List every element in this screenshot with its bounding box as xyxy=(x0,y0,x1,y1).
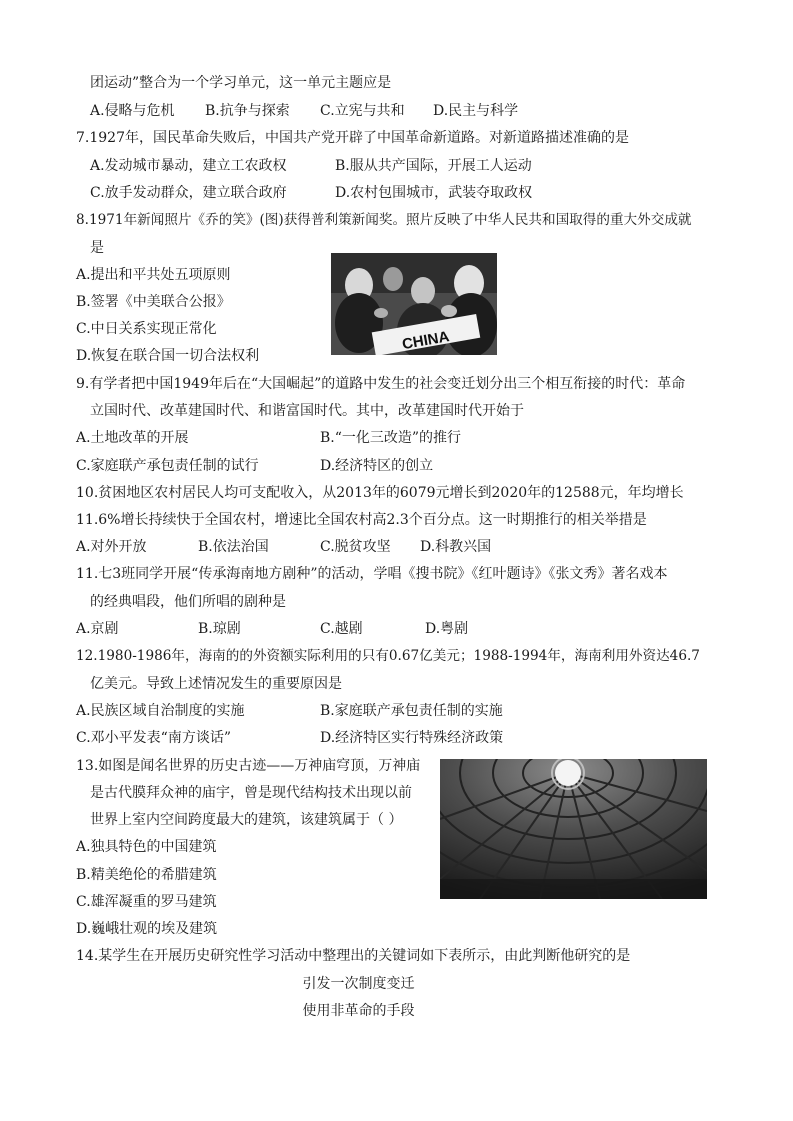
question-10-option-b: B.依法治国 xyxy=(198,539,269,555)
question-6-option-d: D.民主与科学 xyxy=(433,103,519,119)
question-9-option-a: A.土地改革的开展 xyxy=(76,430,189,446)
question-6-stem-end: 团运动”整合为一个学习单元，这一单元主题应是 xyxy=(90,75,392,91)
photo-joes-laugh xyxy=(331,253,497,355)
question-10-option-c: C.脱贫攻坚 xyxy=(320,539,391,555)
photo-pantheon-dome xyxy=(440,759,707,899)
question-7-option-d: D.农村包围城市，武装夺取政权 xyxy=(335,185,533,201)
question-9-option-b: B.“一化三改造”的推行 xyxy=(320,430,462,446)
question-11-stem: 11.七3班同学开展“传承海南地方剧种”的活动，学唱《搜书院》《红叶题诗》《张文秀》著名戏本 xyxy=(76,566,668,582)
question-11-option-a: A.京剧 xyxy=(76,621,119,637)
question-12-stem-end: 亿美元。导致上述情况发生的重要原因是 xyxy=(90,676,342,692)
question-12-stem: 12.1980-1986年，海南的的外资额实际利用的只有0.67亿美元；1988-1994年，海南利用外资达46.7 xyxy=(76,648,700,664)
question-8-stem-end: 是 xyxy=(90,240,104,256)
question-9-option-d: D.经济特区的创立 xyxy=(320,458,434,474)
question-13-stem: 13.如图是闻名世界的历史古迹——万神庙穹顶，万神庙 xyxy=(76,758,421,774)
question-12-option-b: B.家庭联产承包责任制的实施 xyxy=(320,703,503,719)
question-13-stem-2: 是古代膜拜众神的庙宇，曾是现代结构技术出现以前 xyxy=(90,785,412,801)
question-10-option-d: D.科教兴国 xyxy=(420,539,492,555)
question-8-option-c: C.中日关系实现正常化 xyxy=(76,321,217,337)
question-8-option-b: B.签署《中美联合公报》 xyxy=(76,294,231,310)
question-10-stem-end: 11.6%增长持续快于全国农村，增速比全国农村高2.3个百分点。这一时期推行的相关举措是 xyxy=(76,512,647,528)
question-9-option-c: C.家庭联产承包责任制的试行 xyxy=(76,458,259,474)
question-12-option-a: A.民族区域自治制度的实施 xyxy=(76,703,245,719)
keyword-1: 引发一次制度变迁 xyxy=(302,976,415,992)
question-11-option-d: D.粤剧 xyxy=(425,621,469,637)
keyword-2: 使用非革命的手段 xyxy=(302,1003,415,1019)
question-14-stem: 14.某学生在开展历史研究性学习活动中整理出的关键词如下表所示，由此判断他研究的是 xyxy=(76,948,631,964)
question-7-option-c: C.放手发动群众，建立联合政府 xyxy=(90,185,287,201)
question-6-option-c: C.立宪与共和 xyxy=(320,103,405,119)
question-9-stem-end: 立国时代、改革建国时代、和谐富国时代。其中，改革建国时代开始于 xyxy=(90,403,524,419)
question-10-option-a: A.对外开放 xyxy=(76,539,147,555)
question-7-stem: 7.1927年，国民革命失败后，中国共产党开辟了中国革命新道路。对新道路描述准确的是 xyxy=(76,130,629,146)
question-13-option-b: B.精美绝伦的希腊建筑 xyxy=(76,867,217,883)
question-6-option-a: A.侵略与危机 xyxy=(90,103,175,119)
question-13-option-d: D.巍峨壮观的埃及建筑 xyxy=(76,921,218,937)
question-11-option-b: B.琼剧 xyxy=(198,621,241,637)
china-sign-text: CHINA xyxy=(400,328,451,354)
question-12-option-d: D.经济特区实行特殊经济政策 xyxy=(320,730,504,746)
question-8-option-d: D.恢复在联合国一切合法权利 xyxy=(76,348,260,364)
question-13-option-a: A.独具特色的中国建筑 xyxy=(76,839,217,855)
question-10-stem: 10.贫困地区农村居民人均可支配收入，从2013年的6079元增长到2020年的12588元，年均增长 xyxy=(76,485,684,501)
question-13-option-c: C.雄浑凝重的罗马建筑 xyxy=(76,894,217,910)
question-8-option-a: A.提出和平共处五项原则 xyxy=(76,267,231,283)
question-7-option-b: B.服从共产国际，开展工人运动 xyxy=(335,158,532,174)
question-11-option-c: C.越剧 xyxy=(320,621,363,637)
question-12-option-c: C.邓小平发表“南方谈话” xyxy=(76,730,231,746)
question-9-stem: 9.有学者把中国1949年后在“大国崛起”的道路中发生的社会变迁划分出三个相互衔接的时代：革命 xyxy=(76,376,686,392)
question-6-option-b: B.抗争与探索 xyxy=(205,103,290,119)
question-11-stem-end: 的经典唱段，他们所唱的剧种是 xyxy=(90,594,286,610)
question-7-option-a: A.发动城市暴动，建立工农政权 xyxy=(90,158,287,174)
question-8-stem: 8.1971年新闻照片《乔的笑》(图)获得普利策新闻奖。照片反映了中华人民共和国取得的重大外交成就 xyxy=(76,212,692,228)
question-13-stem-3: 世界上室内空间跨度最大的建筑，该建筑属于（ ） xyxy=(90,812,403,828)
